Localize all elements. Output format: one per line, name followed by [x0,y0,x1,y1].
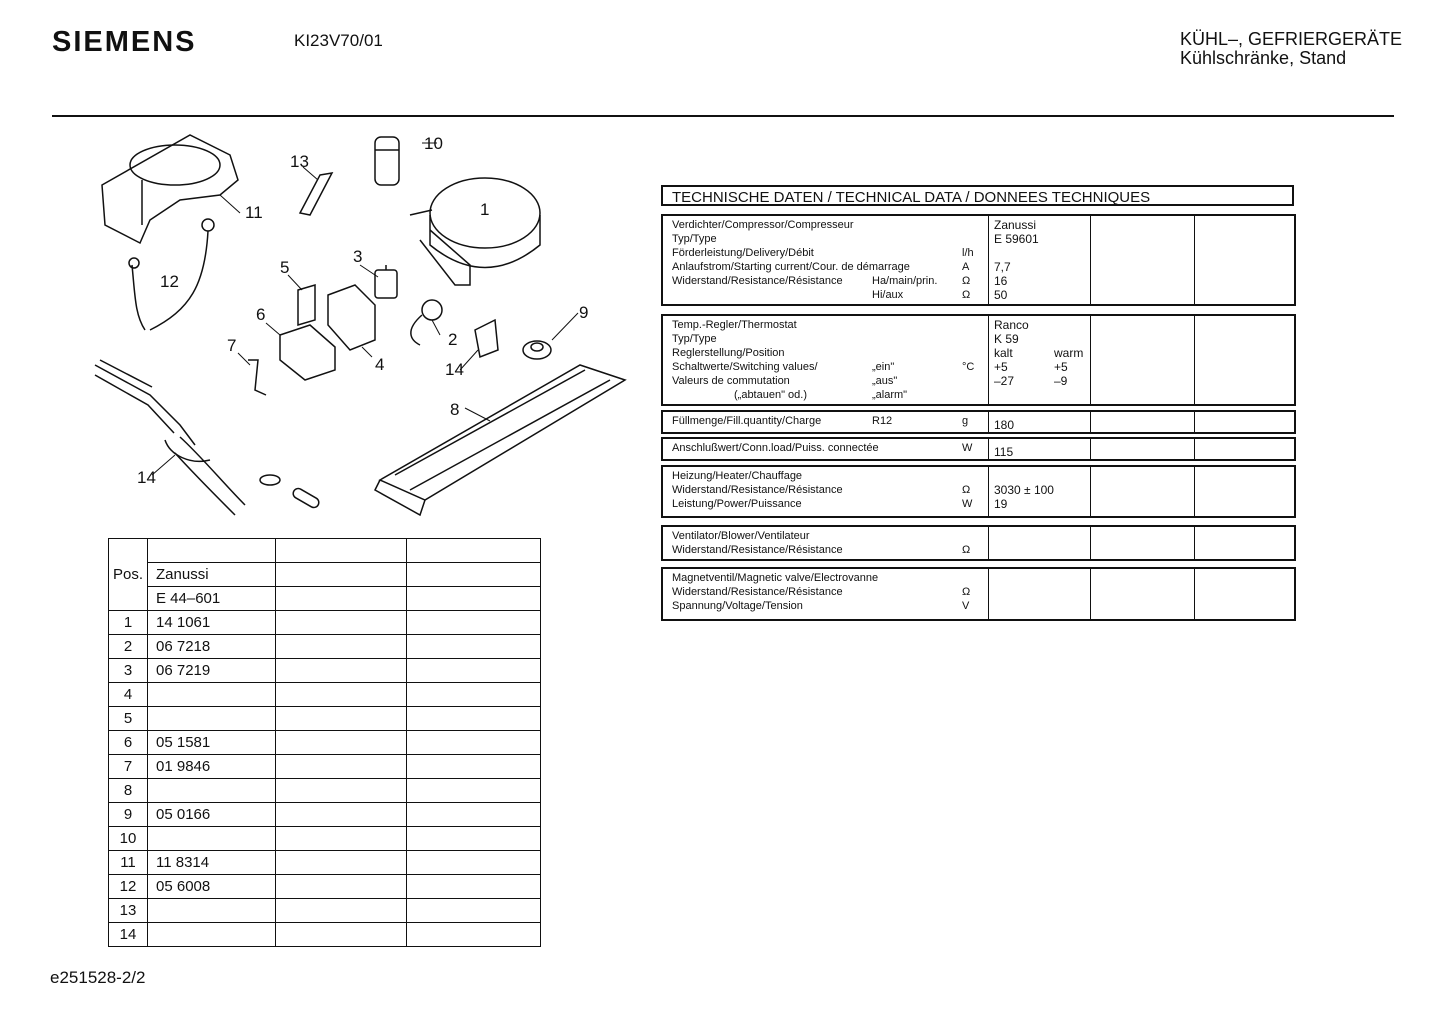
off-warm-value: –9 [1054,374,1068,388]
table-cell [276,731,407,755]
commutation-label: Valeurs de commutation [672,375,790,387]
table-row [109,659,541,683]
pos-cell: 6 [109,731,148,755]
blower-resistance-unit: Ω [962,544,971,556]
table-cell [407,611,541,635]
label-4: 4 [375,355,385,374]
pos-cell: 10 [109,827,148,851]
pos-cell: 12 [109,875,148,899]
document-id: e251528-2/2 [50,968,146,987]
resistance-unit: Ω [962,275,971,287]
table-row [109,587,541,611]
relay-part-3 [375,265,397,298]
value-column-2 [1091,467,1195,516]
starting-current-row [672,260,988,274]
charge-value: 180 [994,418,1015,432]
maker-cell: Zanussi [148,563,276,587]
table-cell [407,587,541,611]
value-column-3 [1195,569,1294,619]
charge-values [989,412,1091,432]
table-row [109,563,541,587]
table-cell [276,539,407,563]
part-number-cell [148,923,276,947]
pos-cell: 1 [109,611,148,635]
defrost-label: („abtauen" od.) [734,389,808,401]
label-1: 1 [480,200,490,219]
table-cell [407,851,541,875]
label-9: 9 [579,303,589,322]
on-values [994,360,1090,374]
table-row [109,779,541,803]
resistance-main-value: 16 [994,274,1008,288]
charge-unit: g [962,415,969,427]
connected-load-value: 115 [994,445,1014,459]
on-label: „ein" [872,361,895,373]
table-cell [276,875,407,899]
heater-label: Heizung/Heater/Chauffage [672,470,803,482]
off-values [994,374,1090,388]
resistance-main-row [672,274,988,288]
charge-label: Füllmenge/Fill.quantity/Charge [672,415,822,427]
siemens-logo: SIEMENS [52,26,197,58]
category-line-2: Kühlschränke, Stand [1180,48,1347,68]
label-8: 8 [450,400,460,419]
pos-cell: 7 [109,755,148,779]
connected-load-row [672,441,988,455]
value-column-3 [1195,467,1294,516]
table-cell [148,539,276,563]
part-number-cell [148,707,276,731]
blower-section [661,525,1296,561]
heater-power-value: 19 [994,497,1008,511]
blower-label: Ventilator/Blower/Ventilateur [672,530,810,542]
blower-resistance-label: Widerstand/Resistance/Résistance [672,544,843,556]
label-13: 13 [290,152,309,171]
bracket-part-5 [298,285,315,325]
type-label: Typ/Type [672,333,717,345]
resistance-aux-unit: Ω [962,289,971,301]
pos-cell: 8 [109,779,148,803]
value-column-2 [1091,527,1195,559]
valve-resistance-row [672,585,988,599]
table-cell [276,683,407,707]
table-row [109,707,541,731]
blower-resistance-row [672,543,988,557]
delivery-row [672,246,988,260]
starting-current-value: 7,7 [994,260,1011,274]
table-cell [276,923,407,947]
category-heading [1180,30,1402,68]
magnetic-valve-labels [663,569,989,619]
value-column-2 [1091,439,1195,459]
table-row [109,803,541,827]
pos-cell: 3 [109,659,148,683]
part-number-cell [148,827,276,851]
technical-data-title: TECHNISCHE DATEN / TECHNICAL DATA / DONNEES TECHNIQUES [661,185,1294,206]
switching-values-label: Schaltwerte/Switching values/ [672,361,818,373]
part-number-cell: 11 8314 [148,851,276,875]
table-cell [407,755,541,779]
empty-value [994,246,1090,260]
heater-power-unit: W [962,498,973,510]
table-cell [276,899,407,923]
blower-values [989,527,1091,559]
value-column-3 [1195,412,1294,432]
table-row [109,635,541,659]
part-number-cell: 14 1061 [148,611,276,635]
charge-section [661,410,1296,434]
heater-resistance-unit: Ω [962,484,971,496]
refrigerant-label: R12 [872,415,893,427]
charge-row [672,414,988,428]
table-cell [276,779,407,803]
resistance-aux-value: 50 [994,288,1008,302]
valve-voltage-label: Spannung/Voltage/Tension [672,600,803,612]
exploded-parts-drawing [70,125,640,530]
table-row [109,899,541,923]
on-cold-value: +5 [994,360,1008,374]
clip-part-14 [475,320,498,357]
thermostat-section [661,314,1296,406]
thermostat-type-value: K 59 [994,332,1019,346]
label-6: 6 [256,305,266,324]
resistance-aux-row [672,288,988,302]
overload-part-2 [411,300,442,345]
table-cell [276,707,407,731]
table-cell [407,923,541,947]
header-divider [52,115,1394,117]
table-cell [407,779,541,803]
connected-load-label: Anschlußwert/Conn.load/Puiss. connectée [672,442,879,454]
label-11: 11 [245,203,263,222]
table-cell [407,827,541,851]
off-label: „aus" [872,375,898,387]
compressor-type-value: E 59601 [994,232,1039,246]
table-cell [276,851,407,875]
table-row [109,683,541,707]
label-14b: 14 [137,468,156,487]
value-column-3 [1195,439,1294,459]
cable-part-14 [95,360,321,515]
resistance-label: Widerstand/Resistance/Résistance [672,275,843,287]
value-column-2 [1091,412,1195,432]
table-cell [276,635,407,659]
table-cell [276,803,407,827]
pos-header: Pos. [109,539,148,611]
magnetic-valve-section [661,567,1296,621]
type-label: Typ/Type [672,233,717,245]
table-cell [276,611,407,635]
model-number: KI23V70/01 [294,31,383,50]
label-2: 2 [448,330,458,349]
table-cell [407,899,541,923]
pos-cell: 5 [109,707,148,731]
cover-part-4 [328,285,375,350]
table-row [109,827,541,851]
charge-labels [663,412,989,432]
heater-power-row [672,497,988,511]
value-column-3 [1195,216,1294,304]
table-row [109,611,541,635]
capacitor-part-10 [375,137,399,185]
heater-labels [663,467,989,516]
table-cell [276,563,407,587]
parts-table [108,538,541,947]
cold-label: kalt [994,346,1013,360]
part-number-cell [148,779,276,803]
starting-current-label: Anlaufstrom/Starting current/Cour. de démarrage [672,261,910,273]
heater-power-label: Leistung/Power/Puissance [672,498,802,510]
shroud-part-11 [102,135,238,243]
compressor-label: Verdichter/Compressor/Compresseur [672,219,854,231]
table-row [109,923,541,947]
connected-load-labels [663,439,989,459]
heater-values [989,467,1091,516]
warm-label: warm [1054,346,1084,360]
label-5: 5 [280,258,290,277]
table-row [109,755,541,779]
label-10: 10 [424,134,443,153]
connected-load-values [989,439,1091,459]
clip-part-13 [300,173,332,215]
relay-housing-part-6 [280,325,335,380]
delivery-label: Förderleistung/Delivery/Débit [672,247,814,259]
on-warm-value: +5 [1054,360,1068,374]
table-row [109,851,541,875]
switching-off-row [672,374,988,388]
part-number-cell [148,683,276,707]
label-7: 7 [227,336,237,355]
model-code-cell: E 44–601 [148,587,276,611]
pos-cell: 4 [109,683,148,707]
table-row [109,731,541,755]
compressor-labels [663,216,989,304]
category-line-1: KÜHL–, GEFRIERGERÄTE [1180,29,1403,49]
table-cell [407,683,541,707]
aux-winding-label: Hi/aux [872,289,904,301]
compressor-part-1 [410,178,540,285]
part-number-cell: 01 9846 [148,755,276,779]
heater-section [661,465,1296,518]
thermostat-values [989,316,1091,404]
starting-current-unit: A [962,261,970,273]
part-number-cell: 06 7219 [148,659,276,683]
main-winding-label: Ha/main/prin. [872,275,938,287]
table-cell [407,563,541,587]
magnetic-valve-values [989,569,1091,619]
pos-cell: 13 [109,899,148,923]
position-values [994,346,1090,360]
clip-part-7 [248,360,266,395]
heater-resistance-label: Widerstand/Resistance/Résistance [672,484,843,496]
heater-resistance-row [672,483,988,497]
connected-load-section [661,437,1296,461]
table-cell [407,659,541,683]
table-cell [407,875,541,899]
table-cell [276,587,407,611]
pos-cell: 2 [109,635,148,659]
base-rail-part-8 [375,365,625,515]
value-column-3 [1195,527,1294,559]
compressor-section [661,214,1296,306]
table-cell [407,539,541,563]
table-cell [276,827,407,851]
thermostat-labels [663,316,989,404]
connected-load-unit: W [962,442,973,454]
grommet-part-9 [523,341,551,359]
label-3: 3 [353,247,363,266]
thermostat-label: Temp.-Regler/Thermostat [672,319,797,331]
label-12: 12 [160,272,179,291]
off-cold-value: –27 [994,374,1015,388]
alarm-label: „alarm" [872,389,908,401]
value-column-2 [1091,569,1195,619]
part-number-cell: 06 7218 [148,635,276,659]
defrost-row [672,388,988,402]
table-cell [276,755,407,779]
valve-voltage-unit: V [962,600,970,612]
part-number-cell: 05 6008 [148,875,276,899]
empty-value [994,469,1090,483]
magnetic-valve-label: Magnetventil/Magnetic valve/Electrovanne [672,572,879,584]
pos-cell: 14 [109,923,148,947]
table-cell [407,707,541,731]
part-number-cell: 05 0166 [148,803,276,827]
table-cell [407,803,541,827]
part-number-cell: 05 1581 [148,731,276,755]
switching-on-row [672,360,988,374]
value-column-2 [1091,216,1195,304]
delivery-unit: l/h [962,247,974,259]
compressor-maker-value: Zanussi [994,218,1037,232]
valve-resistance-label: Widerstand/Resistance/Résistance [672,586,843,598]
position-label: Reglerstellung/Position [672,347,785,359]
table-row [109,539,541,563]
table-cell [276,659,407,683]
table-cell [407,731,541,755]
table-row [109,875,541,899]
value-column-3 [1195,316,1294,404]
valve-resistance-unit: Ω [962,586,971,598]
heater-resistance-value: 3030 ± 100 [994,483,1054,497]
celsius-unit: °C [962,361,975,373]
thermostat-maker-value: Ranco [994,318,1029,332]
part-number-cell [148,899,276,923]
blower-labels [663,527,989,559]
label-14a: 14 [445,360,464,379]
pos-cell: 11 [109,851,148,875]
value-column-2 [1091,316,1195,404]
compressor-values [989,216,1091,304]
pos-cell: 9 [109,803,148,827]
valve-voltage-row [672,599,988,613]
table-cell [407,635,541,659]
